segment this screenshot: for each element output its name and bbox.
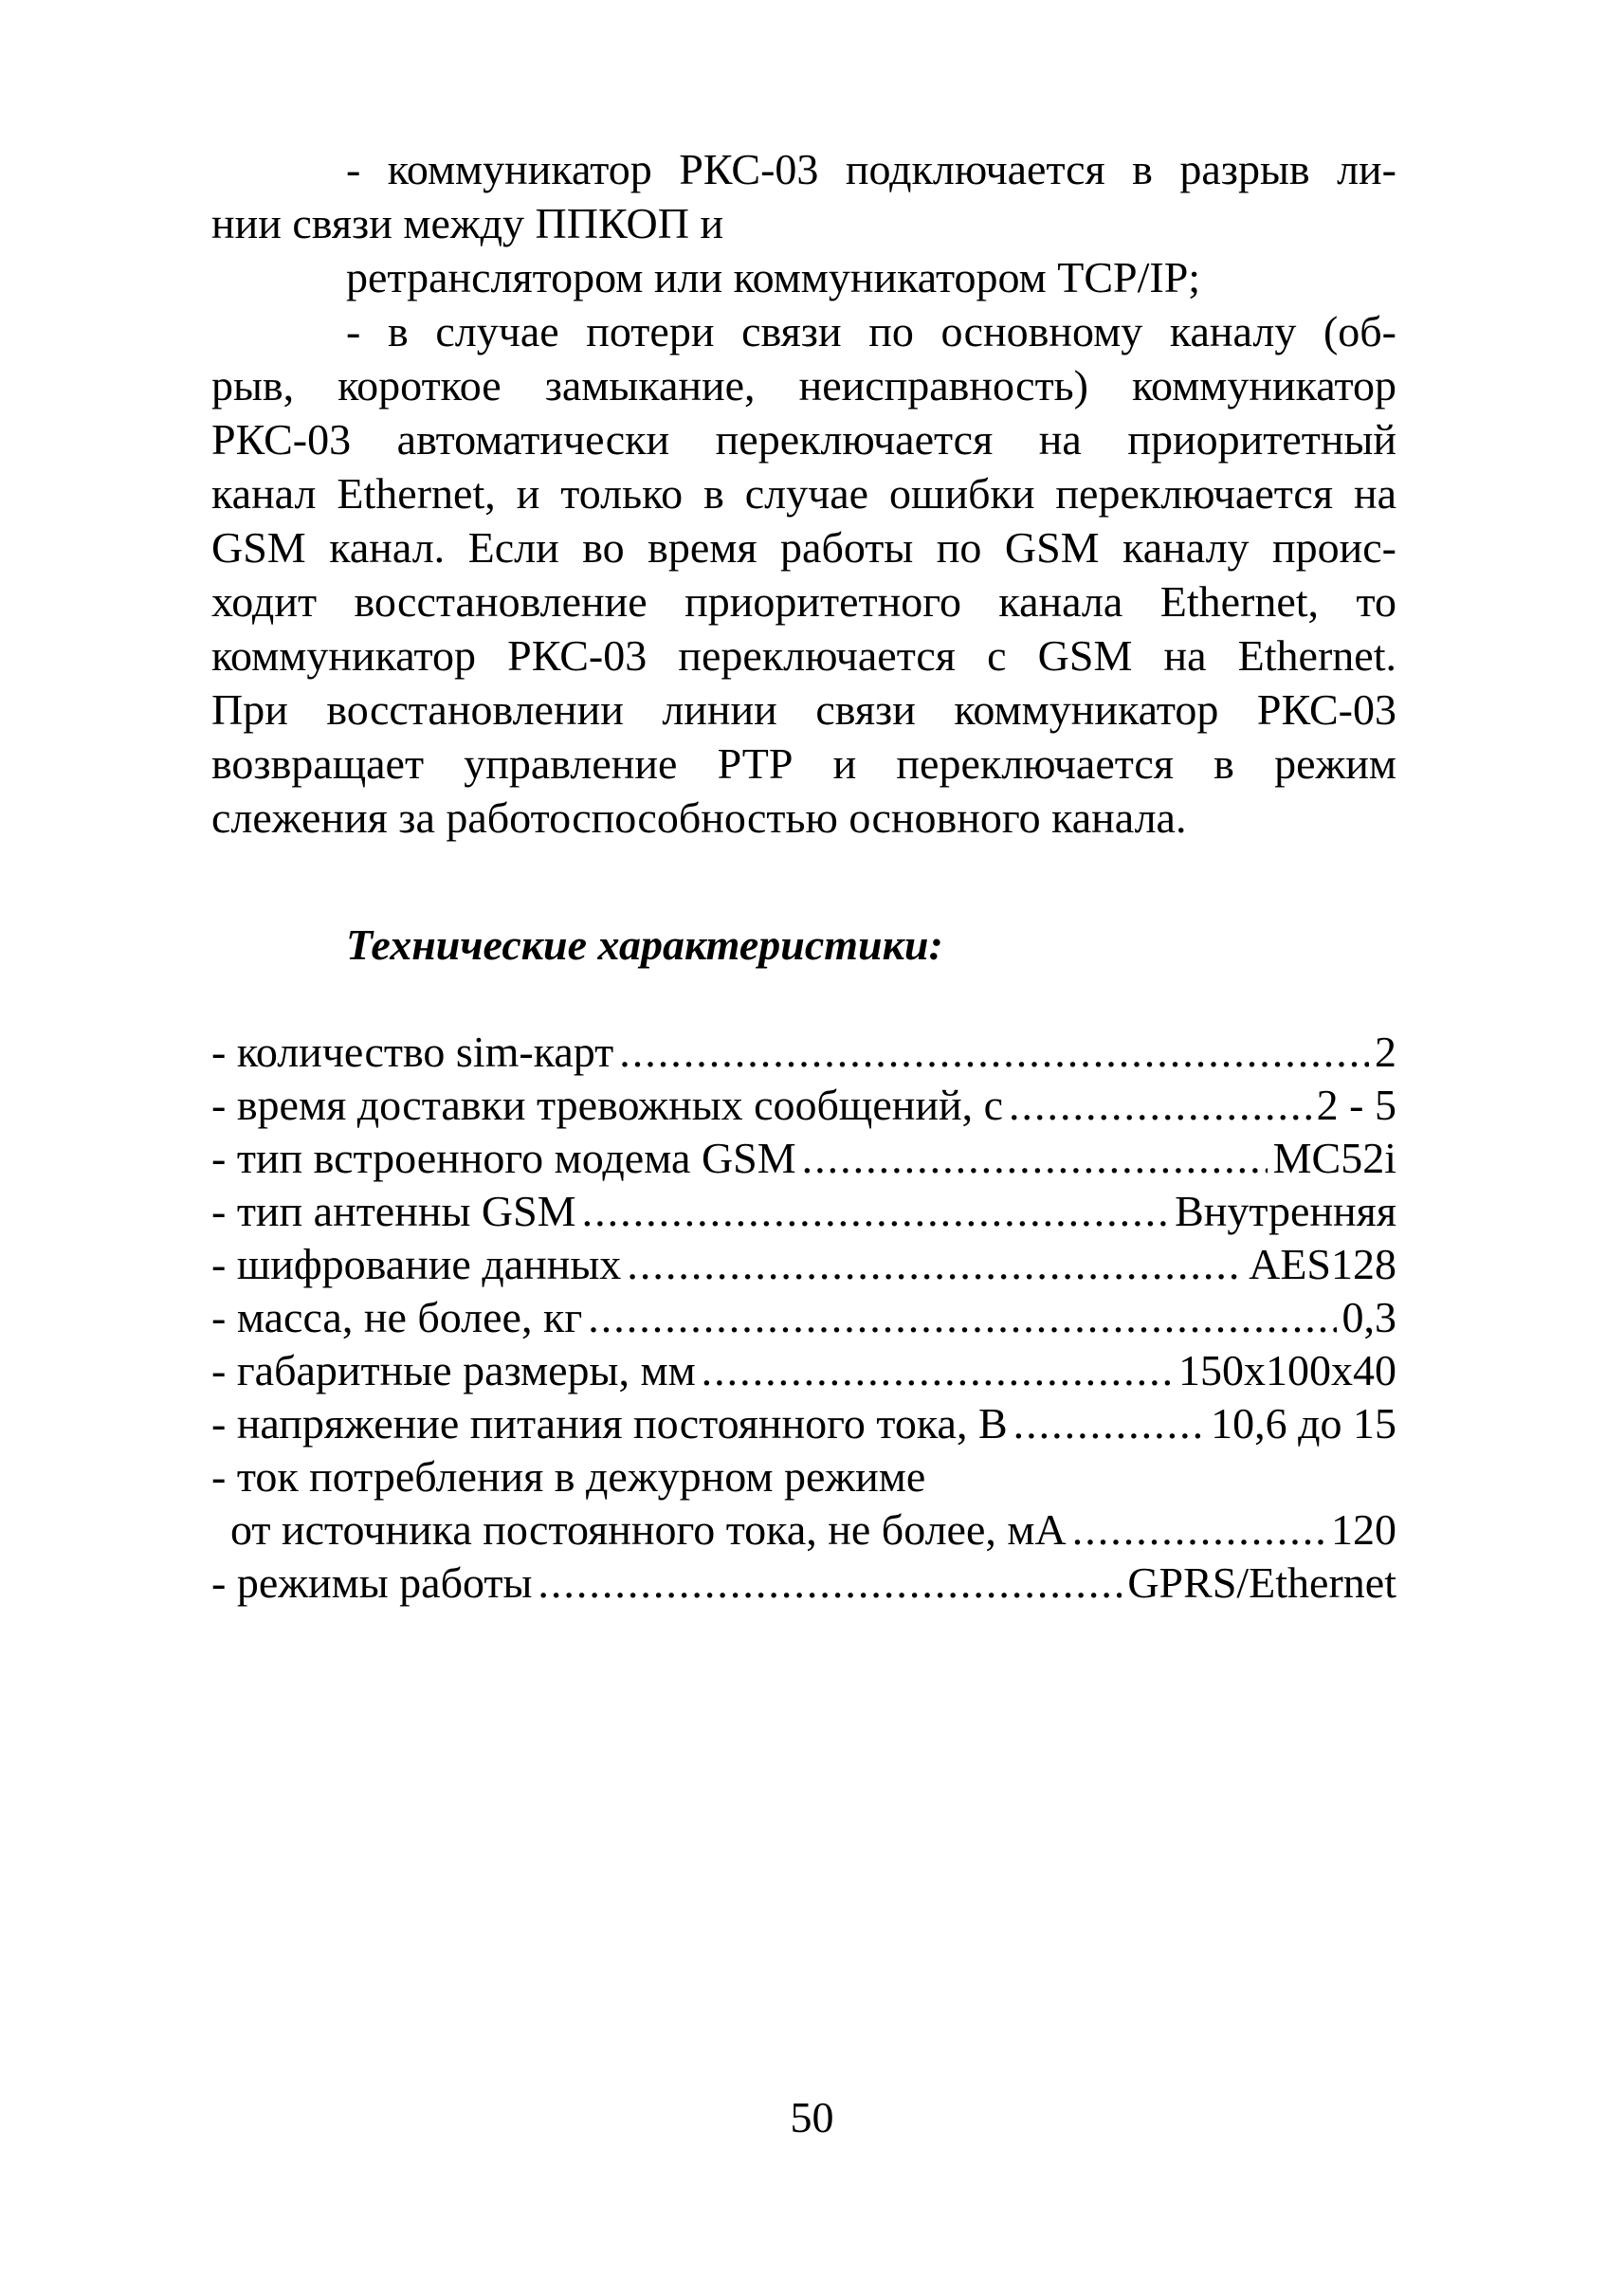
spec-value: MC52i (1272, 1134, 1396, 1182)
dot-leader (1072, 1503, 1325, 1557)
text-line: РКС-03 автоматически переключается на приоритетный (211, 415, 1396, 464)
text-line: канал Ethernet, и только в случае ошибки переключается на (211, 469, 1396, 518)
dot-leader (802, 1132, 1268, 1185)
spec-row (211, 1344, 1396, 1397)
spec-row (211, 1557, 1396, 1610)
text-line: слежения за работоспособностью основного канала. (211, 793, 1187, 842)
spec-row (211, 1026, 1396, 1079)
dot-leader (588, 1291, 1336, 1344)
spec-label: - время доставки тревожных сообщений, с (211, 1081, 1004, 1129)
text-line: - в случае потери связи по основному каналу (об- (346, 307, 1396, 355)
dot-leader (702, 1344, 1173, 1397)
spec-row (211, 1238, 1396, 1291)
spec-label: - режимы работы (211, 1558, 533, 1607)
section-heading: Технические характеристики: (346, 920, 943, 969)
text-line: рыв, короткое замыкание, неисправность) коммуникатор (211, 361, 1396, 410)
spec-label: - количество sim-карт (211, 1028, 614, 1076)
spec-value: 150x100x40 (1178, 1346, 1396, 1394)
text-line: При восстановлении линии связи коммуникатор РКС-03 (211, 685, 1396, 734)
text-line: возвращает управление РТР и переключается в режим (211, 739, 1396, 788)
dot-leader (1009, 1079, 1311, 1132)
spec-value: Внутренняя (1175, 1187, 1396, 1235)
spec-row (211, 1291, 1396, 1344)
spec-value: 2 - 5 (1316, 1081, 1396, 1129)
text-line: коммуникатор РКС-03 переключается с GSM на Ethernet. (211, 631, 1396, 680)
spec-label: - ток потребления в дежурном режиме (211, 1452, 926, 1501)
spec-row (211, 1079, 1396, 1132)
dot-leader (627, 1238, 1243, 1291)
specs-list (211, 1026, 1396, 1610)
spec-row (211, 1185, 1396, 1238)
body-text (211, 142, 1396, 845)
spec-label: - тип антенны GSM (211, 1187, 576, 1235)
spec-value: GPRS/Ethernet (1127, 1558, 1396, 1607)
dot-leader (582, 1185, 1170, 1238)
dot-leader (619, 1026, 1369, 1079)
spec-value: 10,6 до 15 (1211, 1399, 1396, 1448)
page-number: 50 (790, 2093, 834, 2141)
spec-label: - тип встроенного модема GSM (211, 1134, 796, 1182)
spec-value: AES128 (1249, 1240, 1396, 1288)
spec-value: 120 (1331, 1505, 1396, 1554)
spec-value: 0,3 (1341, 1293, 1396, 1341)
text-line: ретранслятором или коммуникатором TCP/IP; (346, 253, 1201, 301)
spec-row (211, 1132, 1396, 1185)
spec-row (211, 1503, 1396, 1557)
spec-label: - шифрование данных (211, 1240, 622, 1288)
spec-label: от источника постоянного тока, не более, мА (230, 1505, 1067, 1554)
spec-value: 2 (1375, 1028, 1396, 1076)
text-line: - коммуникатор РКС-03 подключается в разрыв ли- (346, 145, 1396, 193)
text-line: GSM канал. Если во время работы по GSM каналу проис- (211, 523, 1396, 572)
spec-label: - масса, не более, кг (211, 1293, 583, 1341)
spec-row (211, 1450, 1396, 1503)
text-line: ходит восстановление приоритетного канала Ethernet, то (211, 577, 1396, 626)
dot-leader (538, 1557, 1122, 1610)
spec-label: - габаритные размеры, мм (211, 1346, 696, 1394)
spec-row (211, 1397, 1396, 1450)
dot-leader (1013, 1397, 1205, 1450)
text-line: нии связи между ППКОП и (211, 199, 724, 247)
spec-label: - напряжение питания постоянного тока, В (211, 1399, 1008, 1448)
